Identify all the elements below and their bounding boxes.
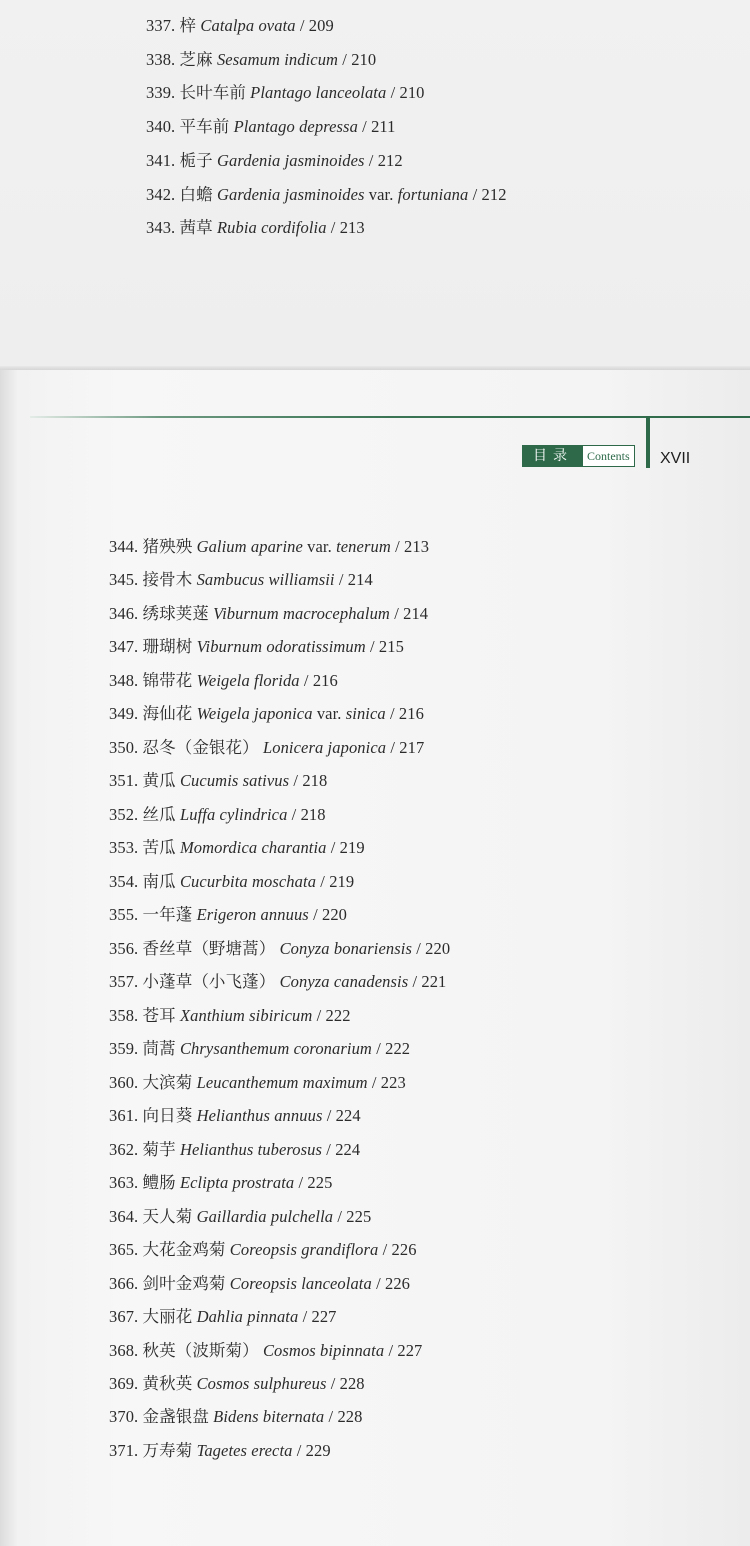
entry-number: 368. [109, 1340, 139, 1360]
entry-number: 360. [109, 1072, 139, 1092]
entry-chinese-name: 猪殃殃 [142, 537, 193, 556]
entry-number: 357. [109, 972, 139, 992]
entry-number: 364. [109, 1206, 139, 1226]
contents-label-zh: 目录 [523, 446, 583, 466]
entry-latin-name: Weigela florida [196, 670, 300, 690]
entry-latin-name: Conyza canadensis [279, 972, 409, 992]
entry-page-ref: / 225 [298, 1173, 333, 1193]
toc-entry [109, 771, 327, 791]
toc-entry [109, 1140, 360, 1160]
entry-chinese-name: 接骨木 [142, 570, 193, 590]
entry-page-ref: / 217 [390, 737, 425, 757]
toc-entry [109, 738, 424, 758]
entry-number: 342. [146, 184, 176, 204]
entry-number: 354. [109, 871, 139, 891]
entry-page-ref: / 219 [320, 871, 355, 891]
contents-label-en: Contents [583, 446, 634, 466]
entry-page-ref: / 212 [472, 184, 507, 204]
entry-latin-name: Catalpa ovata [200, 16, 296, 35]
entry-latin-name: Helianthus annuus [196, 1106, 323, 1126]
entry-number: 353. [109, 838, 139, 858]
entry-page-ref: / 220 [313, 905, 348, 925]
entry-chinese-name: 菊芋 [142, 1139, 176, 1159]
entry-variety-marker: var. [316, 704, 342, 724]
entry-variety-name: fortuniana [397, 184, 469, 204]
entry-number: 340. [146, 117, 176, 137]
entry-chinese-name: 金盏银盘 [142, 1407, 209, 1427]
entry-page-ref: / 216 [303, 670, 338, 690]
entry-page-ref: / 221 [412, 972, 447, 992]
entry-page-ref: / 222 [316, 1005, 351, 1025]
entry-page-ref: / 229 [296, 1440, 331, 1460]
entry-variety-marker: var. [307, 537, 332, 556]
entry-latin-name: Weigela japonica [196, 704, 313, 724]
entry-page-ref: / 219 [330, 838, 365, 858]
toc-entry [109, 1341, 422, 1361]
entry-chinese-name: 小蓬草（小飞蓬） [142, 972, 276, 992]
toc-entry [109, 671, 338, 691]
toc-entry [109, 1407, 363, 1427]
entry-chinese-name: 白蟾 [179, 184, 213, 204]
toc-entry [109, 1039, 410, 1059]
entry-latin-name: Dahlia pinnata [196, 1307, 299, 1327]
toc-entry [109, 905, 347, 925]
entry-chinese-name: 黄秋英 [142, 1374, 193, 1393]
entry-latin-name: Cosmos sulphureus [196, 1374, 327, 1393]
entry-latin-name: Luffa cylindrica [179, 804, 288, 824]
entry-chinese-name: 一年蓬 [142, 905, 193, 925]
entry-chinese-name: 天人菊 [142, 1206, 193, 1226]
entry-chinese-name: 茜草 [179, 218, 213, 238]
entry-page-ref: / 228 [330, 1374, 365, 1393]
entry-chinese-name: 向日葵 [142, 1106, 193, 1126]
entry-page-ref: / 210 [342, 49, 377, 69]
entry-number: 366. [109, 1273, 139, 1293]
entry-number: 363. [109, 1173, 139, 1193]
toc-entry [109, 1106, 361, 1126]
entry-page-ref: / 225 [337, 1206, 372, 1226]
entry-number: 343. [146, 218, 176, 238]
toc-entry [146, 218, 365, 238]
toc-entry [109, 637, 404, 657]
entry-latin-name: Viburnum macrocephalum [213, 603, 390, 623]
entry-chinese-name: 剑叶金鸡菊 [142, 1273, 226, 1293]
entry-latin-name: Leucanthemum maximum [196, 1072, 368, 1092]
toc-entry [109, 570, 373, 590]
toc-entry [146, 83, 425, 103]
entry-latin-name: Sambucus williamsii [196, 570, 335, 590]
entry-latin-name: Gardenia jasminoides [216, 150, 365, 170]
entry-number: 345. [109, 570, 139, 590]
entry-number: 369. [109, 1374, 139, 1393]
entry-page-ref: / 215 [370, 637, 404, 657]
entry-page-ref: / 220 [416, 938, 451, 958]
toc-entry [109, 805, 326, 825]
toc-entry [109, 1274, 410, 1294]
toc-entry [146, 117, 396, 137]
entry-latin-name: Plantago lanceolata [250, 83, 387, 103]
entry-chinese-name: 大花金鸡菊 [142, 1240, 226, 1260]
entry-chinese-name: 万寿菊 [142, 1440, 193, 1460]
entry-page-ref: / 211 [362, 117, 396, 137]
entry-page-ref: / 226 [376, 1273, 411, 1293]
entry-chinese-name: 平车前 [179, 117, 230, 137]
entry-latin-name: Coreopsis lanceolata [229, 1273, 372, 1293]
entry-chinese-name: 南瓜 [142, 871, 176, 891]
toc-entry [146, 50, 376, 70]
entry-number: 349. [109, 704, 139, 724]
entry-number: 350. [109, 737, 139, 757]
entry-number: 358. [109, 1005, 139, 1025]
header-vertical-bar [646, 416, 650, 468]
entry-chinese-name: 长叶车前 [179, 83, 246, 103]
entry-chinese-name: 大滨菊 [142, 1072, 193, 1092]
toc-entry [109, 1307, 337, 1327]
entry-number: 346. [109, 603, 139, 623]
entry-number: 371. [109, 1440, 139, 1460]
entry-page-ref: / 224 [326, 1139, 361, 1159]
entry-page-ref: / 216 [389, 704, 424, 724]
entry-number: 352. [109, 804, 139, 824]
entry-page-ref: / 218 [293, 771, 328, 791]
toc-entry [146, 151, 403, 171]
entry-chinese-name: 珊瑚树 [142, 637, 193, 657]
entry-latin-name: Viburnum odoratissimum [196, 637, 366, 657]
entry-latin-name: Momordica charantia [179, 838, 327, 858]
entry-chinese-name: 香丝草（野塘蒿） [142, 938, 276, 958]
entry-latin-name: Bidens biternata [213, 1407, 325, 1427]
entry-number: 348. [109, 670, 139, 690]
entry-chinese-name: 苍耳 [142, 1005, 176, 1025]
entry-chinese-name: 梓 [179, 16, 197, 35]
entry-number: 339. [146, 83, 176, 103]
entry-latin-name: Galium aparine [196, 537, 303, 556]
entry-page-ref: / 218 [291, 804, 326, 824]
entry-variety-name: tenerum [336, 537, 391, 556]
contents-badge [522, 445, 635, 467]
entry-latin-name: Lonicera japonica [262, 737, 387, 757]
entry-chinese-name: 海仙花 [142, 704, 193, 724]
entry-chinese-name: 忍冬（金银花） [142, 737, 259, 757]
entry-number: 344. [109, 537, 139, 556]
entry-latin-name: Erigeron annuus [196, 905, 309, 925]
entry-variety-name: sinica [345, 704, 386, 724]
entry-page-ref: / 222 [376, 1039, 411, 1059]
entry-page-ref: / 209 [299, 16, 334, 35]
entry-number: 356. [109, 938, 139, 958]
entry-latin-name: Gardenia jasminoides [216, 184, 365, 204]
entry-latin-name: Gaillardia pulchella [196, 1206, 334, 1226]
entry-latin-name: Eclipta prostrata [179, 1173, 295, 1193]
entry-latin-name: Cosmos bipinnata [262, 1340, 385, 1360]
toc-entry [109, 939, 450, 959]
toc-entry [109, 1006, 351, 1026]
entry-page-ref: / 213 [330, 218, 365, 238]
entry-page-ref: / 212 [368, 150, 403, 170]
entry-chinese-name: 大丽花 [142, 1307, 193, 1327]
toc-entry [146, 16, 334, 36]
toc-entry [109, 537, 429, 557]
entry-chinese-name: 锦带花 [142, 670, 193, 690]
entry-page-ref: / 214 [394, 603, 429, 623]
page-number: XVII [660, 450, 691, 467]
entry-chinese-name: 鳢肠 [142, 1173, 176, 1193]
entry-variety-marker: var. [368, 184, 394, 204]
entry-latin-name: Xanthium sibiricum [179, 1005, 313, 1025]
entry-latin-name: Rubia cordifolia [216, 218, 327, 238]
entry-number: 355. [109, 905, 139, 925]
entry-chinese-name: 芝麻 [179, 49, 213, 69]
entry-number: 367. [109, 1307, 139, 1327]
toc-entry [109, 1073, 406, 1093]
entry-latin-name: Conyza bonariensis [279, 938, 412, 958]
entry-number: 337. [146, 16, 176, 35]
entry-chinese-name: 栀子 [179, 150, 213, 170]
toc-entry [109, 1374, 365, 1394]
entry-page-ref: / 227 [302, 1307, 337, 1327]
entry-number: 338. [146, 49, 176, 69]
entry-latin-name: Coreopsis grandiflora [229, 1240, 379, 1260]
entry-number: 359. [109, 1039, 139, 1059]
entry-number: 370. [109, 1407, 139, 1427]
entry-page-ref: / 223 [371, 1072, 406, 1092]
entry-number: 351. [109, 771, 139, 791]
toc-entry [109, 1173, 332, 1193]
header-rule [30, 416, 750, 418]
entry-latin-name: Helianthus tuberosus [179, 1139, 323, 1159]
entry-chinese-name: 丝瓜 [142, 804, 176, 824]
entry-latin-name: Cucumis sativus [179, 771, 290, 791]
entry-page-ref: / 210 [390, 83, 425, 103]
toc-entry [109, 604, 428, 624]
toc-entry [109, 838, 365, 858]
toc-entry [109, 1441, 331, 1461]
entry-page-ref: / 228 [328, 1407, 363, 1427]
entry-page-ref: / 213 [395, 537, 430, 556]
entry-chinese-name: 秋英（波斯菊） [142, 1340, 259, 1360]
entry-page-ref: / 227 [388, 1340, 423, 1360]
entry-number: 362. [109, 1139, 139, 1159]
toc-entry [109, 1240, 417, 1260]
toc-entry [109, 704, 424, 724]
entry-number: 341. [146, 150, 176, 170]
entry-page-ref: / 214 [338, 570, 373, 590]
entry-page-ref: / 224 [326, 1106, 361, 1126]
entry-number: 361. [109, 1106, 139, 1126]
entry-latin-name: Cucurbita moschata [179, 871, 317, 891]
entry-number: 347. [109, 637, 139, 657]
entry-chinese-name: 苦瓜 [142, 838, 176, 858]
entry-chinese-name: 茼蒿 [142, 1039, 176, 1059]
entry-page-ref: / 226 [382, 1240, 417, 1260]
entry-latin-name: Plantago depressa [233, 117, 358, 137]
toc-entry [146, 185, 507, 205]
entry-latin-name: Sesamum indicum [216, 49, 339, 69]
entry-chinese-name: 黄瓜 [142, 771, 176, 791]
toc-entry [109, 1207, 371, 1227]
toc-entry [109, 972, 446, 992]
entry-latin-name: Chrysanthemum coronarium [179, 1039, 372, 1059]
entry-chinese-name: 绣球荚蒾 [142, 603, 209, 623]
entry-number: 365. [109, 1240, 139, 1260]
entry-latin-name: Tagetes erecta [196, 1440, 293, 1460]
toc-entry [109, 872, 354, 892]
